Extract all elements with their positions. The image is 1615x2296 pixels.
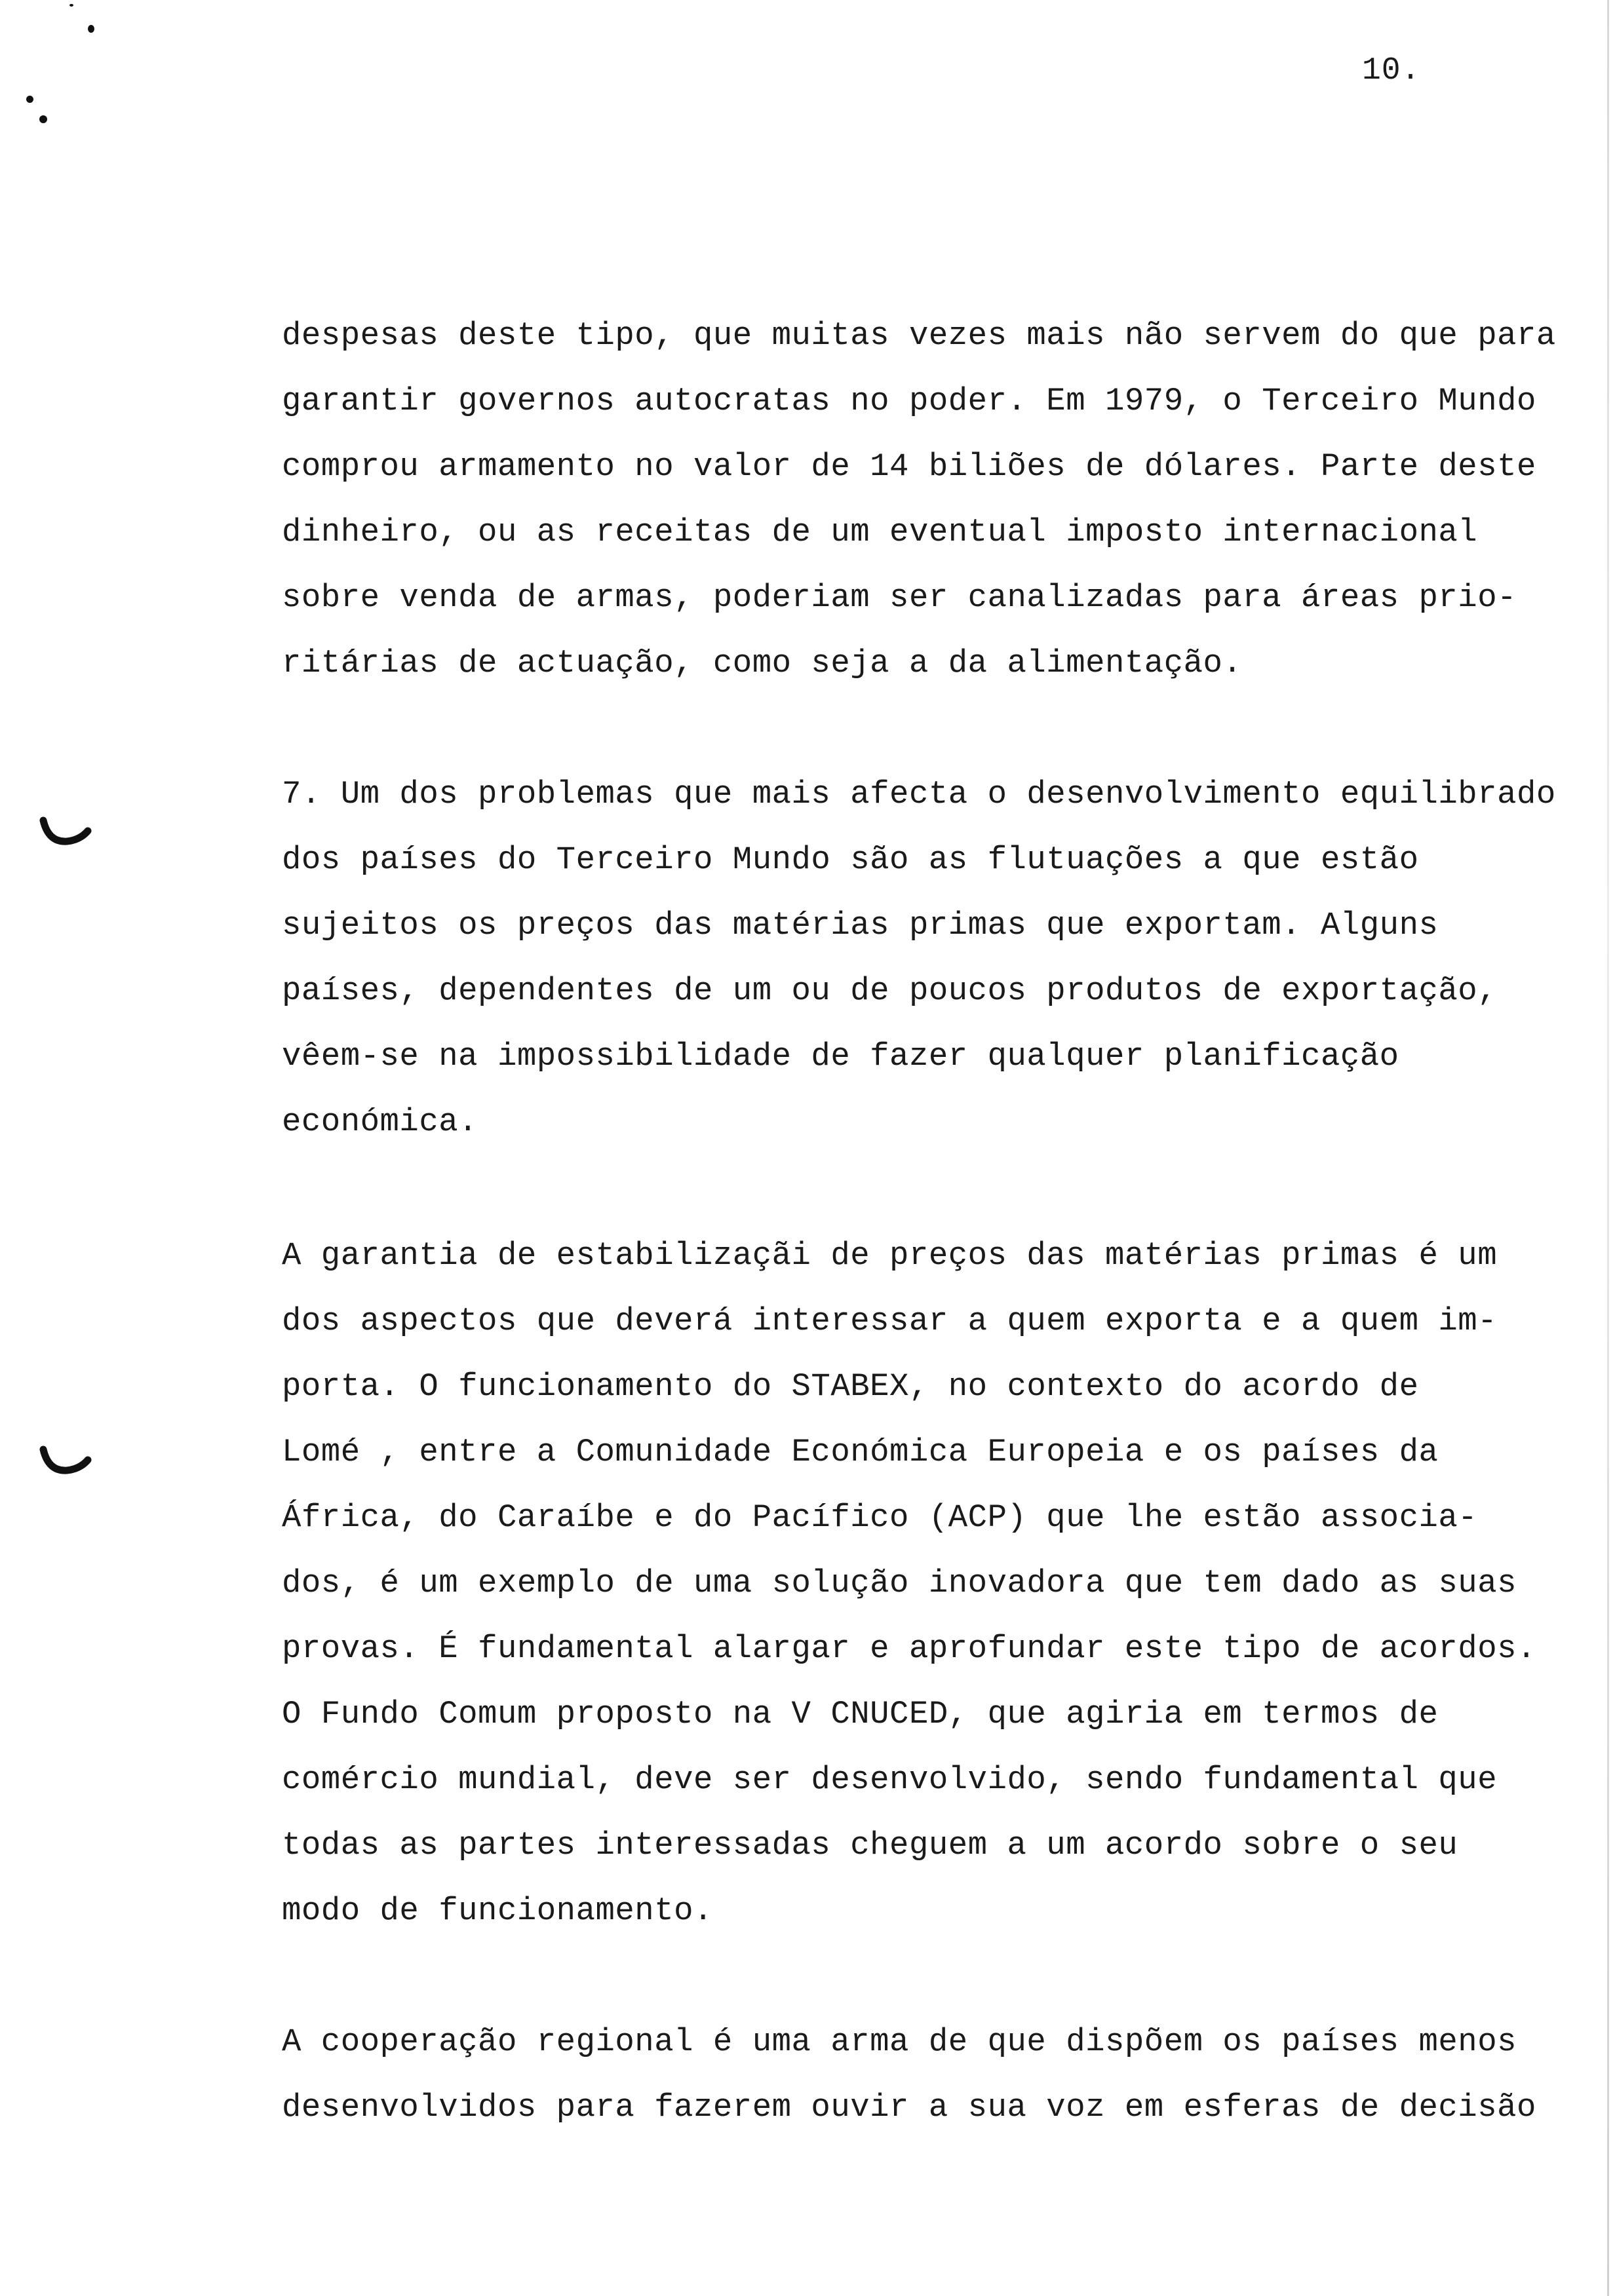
scan-speck [69,4,73,7]
scan-speck [88,25,94,33]
text-line: países, dependentes de um ou de poucos produtos de exportação, [282,972,1498,1009]
punch-hole-mark [39,1445,92,1478]
text-line: A garantia de estabilizaçãi de preços das matérias primas é um [282,1237,1498,1274]
text-line: desenvolvidos para fazerem ouvir a sua voz em esferas de decisão [282,2089,1536,2126]
text-line: comprou armamento no valor de 14 biliões de dólares. Parte deste [282,448,1536,485]
text-line: A cooperação regional é uma arma de que dispõem os países menos [282,2023,1517,2060]
text-line: económica. [282,1103,478,1140]
text-line: comércio mundial, deve ser desenvolvido, sendo fundamental que [282,1761,1498,1798]
text-line: sobre venda de armas, poderiam ser canalizadas para áreas prio- [282,579,1517,616]
page-number: 10. [1362,53,1421,88]
text-line: dos países do Terceiro Mundo são as flutuações a que estão [282,841,1419,878]
text-line: vêem-se na impossibilidade de fazer qualquer planificação [282,1038,1399,1075]
text-line: Lomé , entre a Comunidade Económica Europeia e os países da [282,1434,1439,1470]
scan-speck [39,115,47,123]
scan-edge-shadow [1607,0,1609,2296]
paragraph-regional-cooperation [282,2009,1580,2140]
text-line: 7. Um dos problemas que mais afecta o desenvolvimento equilibrado [282,776,1556,813]
text-line: dos, é um exemplo de uma solução inovadora que tem dado as suas [282,1565,1517,1601]
text-line: modo de funcionamento. [282,1892,713,1929]
text-line: porta. O funcionamento do STABEX, no contexto do acordo de [282,1368,1419,1405]
paragraph-point-7 [282,761,1580,1155]
text-line: dos aspectos que deverá interessar a quem exporta e a quem im- [282,1303,1498,1339]
paragraph-arms-spending [282,303,1580,696]
text-line: todas as partes interessadas cheguem a um acordo sobre o seu [282,1827,1458,1864]
text-line: dinheiro, ou as receitas de um eventual imposto internacional [282,514,1478,550]
text-line: provas. É fundamental alargar e aprofundar este tipo de acordos. [282,1630,1536,1667]
text-line: O Fundo Comum proposto na V CNUCED, que agiria em termos de [282,1696,1439,1732]
text-line: África, do Caraíbe e do Pacífico (ACP) que lhe estão associa- [282,1499,1478,1536]
scan-speck [26,96,33,103]
text-line: garantir governos autocratas no poder. Em 1979, o Terceiro Mundo [282,383,1536,419]
paragraph-price-stabilization [282,1223,1580,1943]
punch-hole-mark [39,816,92,849]
text-line: sujeitos os preços das matérias primas que exportam. Alguns [282,907,1439,944]
text-line: despesas deste tipo, que muitas vezes mais não servem do que para [282,317,1556,354]
text-line: ritárias de actuação, como seja a da alimentação. [282,645,1243,681]
